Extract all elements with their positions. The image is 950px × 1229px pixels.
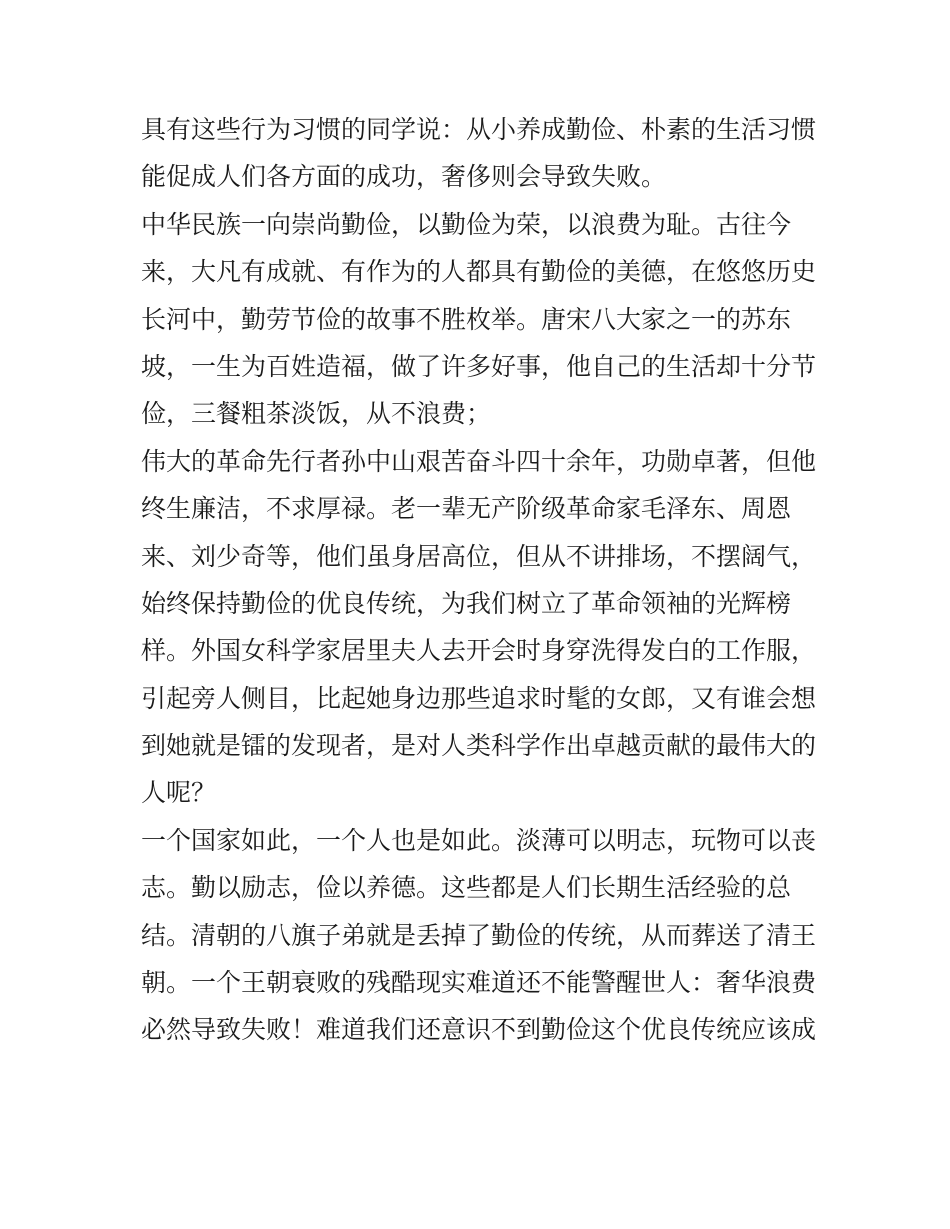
text-line: 到她就是镭的发现者，是对人类科学作出卓越贡献的最伟大的 [141,731,817,761]
text-line: 能促成人们各方面的成功，奢侈则会导致失败。 [141,162,667,192]
text-line: 志。勤以励志，俭以养德。这些都是人们长期生活经验的总 [141,873,792,903]
text-line: 人呢？ [141,778,217,808]
text-line: 来、刘少奇等，他们虽身居高位，但从不讲排场，不摆阔气， [141,541,817,571]
body-text [141,106,821,1054]
text-line: 始终保持勤俭的优良传统，为我们树立了革命领袖的光辉榜 [141,588,792,618]
text-line: 终生廉洁，不求厚禄。老一辈无产阶级革命家毛泽东、周恩 [141,494,792,524]
text-line: 伟大的革命先行者孙中山艰苦奋斗四十余年，功勋卓著，但他 [141,446,817,476]
text-line: 具有这些行为习惯的同学说：从小养成勤俭、朴素的生活习惯 [141,115,817,144]
text-line: 引起旁人侧目，比起她身边那些追求时髦的女郎，又有谁会想 [141,683,817,713]
text-line: 必然导致失败！难道我们还意识不到勤俭这个优良传统应该成 [141,1015,817,1045]
text-line: 来，大凡有成就、有作为的人都具有勤俭的美德，在悠悠历史 [141,257,817,287]
text-line: 一个国家如此，一个人也是如此。淡薄可以明志，玩物可以丧 [141,825,817,855]
text-line: 坡，一生为百姓造福，做了许多好事，他自己的生活却十分节 [141,351,817,381]
text-line: 长河中，勤劳节俭的故事不胜枚举。唐宋八大家之一的苏东 [141,304,792,334]
text-line: 结。清朝的八旗子弟就是丢掉了勤俭的传统，从而葬送了清王 [141,920,817,950]
text-line: 样。外国女科学家居里夫人去开会时身穿洗得发白的工作服， [141,636,817,666]
text-line: 中华民族一向崇尚勤俭，以勤俭为荣，以浪费为耻。古往今 [141,209,792,239]
text-line: 朝。一个王朝衰败的残酷现实难道还不能警醒世人：奢华浪费 [141,968,817,998]
text-line: 俭，三餐粗茶淡饭，从不浪费； [141,399,492,429]
